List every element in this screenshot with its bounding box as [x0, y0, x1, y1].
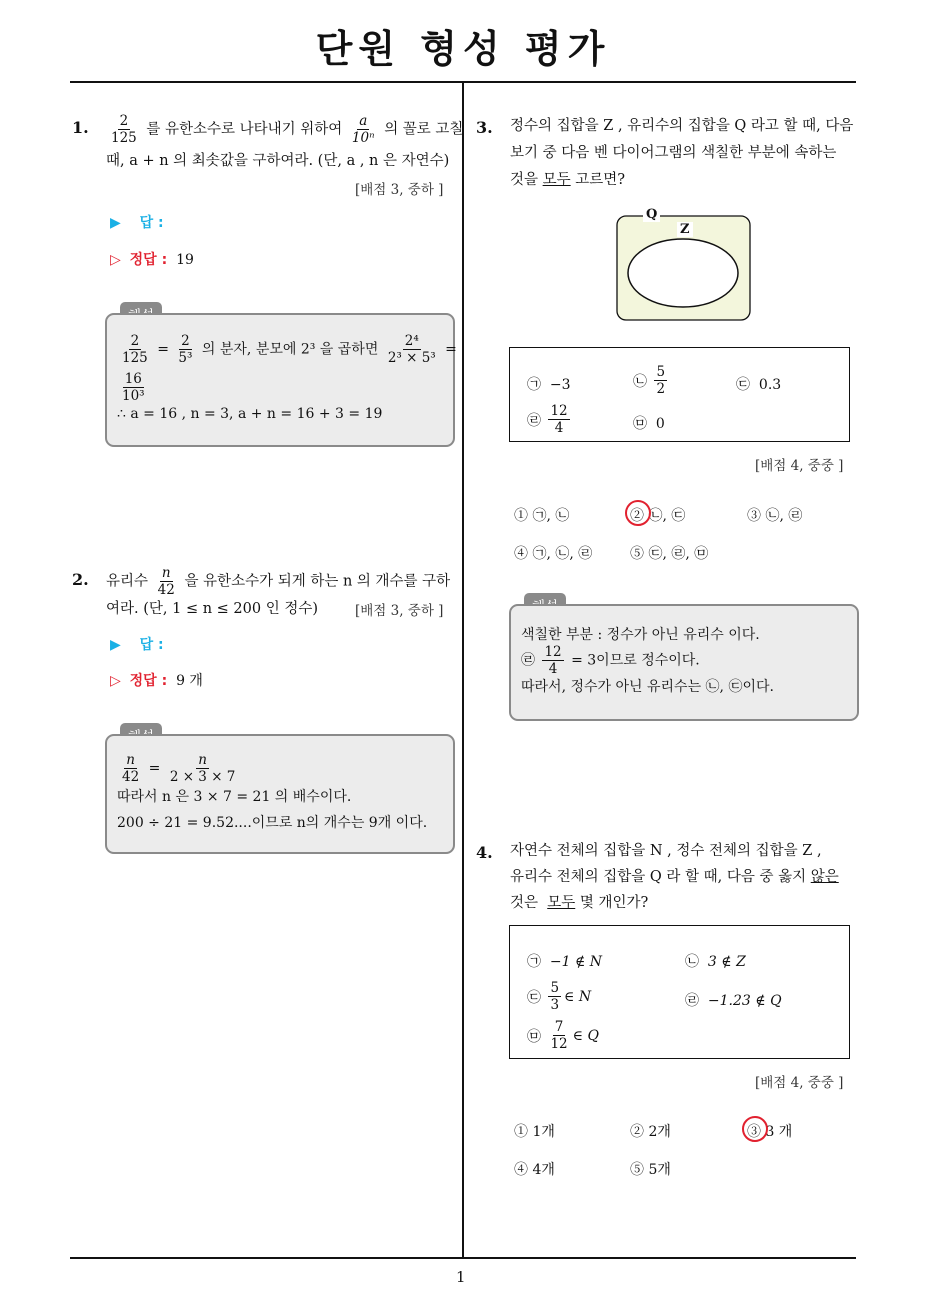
score-meta: [배점 3, 중하 ] — [355, 603, 444, 619]
option-2[interactable]: ② 2개 — [630, 1124, 671, 1140]
explanation-line-2: 따라서 n 은 3 × 7 = 21 의 배수이다. — [117, 789, 352, 805]
option-1[interactable]: ① ㉠, ㉡ — [514, 508, 570, 524]
question-4-line-3: 것은 모두 몇 개인가? — [510, 895, 649, 911]
explanation-line-1: $\frac{n}{42}$ = $\frac{n}{2 \times 3 \times 7}$ — [122, 752, 236, 785]
page-title: 단원 형성 평가 — [315, 27, 611, 71]
fraction: $\frac{2}{125}$ — [111, 113, 137, 146]
outline-triangle-icon: ▷ — [110, 673, 121, 689]
choice-b: ㉡ $\frac{5}{2}$ — [633, 364, 666, 397]
question-4-line-1: 자연수 전체의 집합을 N , 정수 전체의 집합을 Z , — [510, 843, 822, 859]
question-4-line-2: 유리수 전체의 집합을 Q 라 할 때, 다음 중 옳지 않은 — [510, 869, 839, 885]
choice-a: ㉠ −3 — [527, 377, 571, 393]
answer-row — [110, 634, 164, 654]
explanation-line-3: ∴ a = 16 , n = 3, a + n = 16 + 3 = 19 — [117, 406, 383, 422]
question-3-line-3: 것을 모두 고르면? — [510, 172, 626, 188]
option-4[interactable]: ④ 4개 — [514, 1162, 555, 1178]
explanation-line-2: ㉣ $\frac{12}{4}$ = 3이므로 정수이다. — [521, 644, 700, 677]
explanation-line-3: 200 ÷ 21 = 9.52....이므로 n의 개수는 9개 이다. — [117, 815, 428, 831]
venn-label-z: Z — [677, 222, 693, 237]
fraction: $\frac{a}{\text{10ⁿ}}$ — [351, 113, 375, 146]
choice-c: ㉢ 0.3 — [736, 377, 782, 393]
question-1-line-1: $\frac{2}{125}$ 를 유한소수로 나타내기 위하여 $\frac{a}{\text{10ⁿ}}$ 의 꼴로 고칠 — [111, 113, 464, 146]
option-1[interactable]: ① 1개 — [514, 1124, 555, 1140]
option-2[interactable]: ② ㉡, ㉢ — [630, 508, 686, 524]
option-3[interactable]: ③ 3 개 — [747, 1124, 793, 1140]
correct-answer-row — [110, 670, 203, 690]
correct-value: 9 개 — [176, 673, 203, 689]
question-number: 3. — [476, 118, 493, 137]
question-2-line-1: 유리수 $\frac{n}{42}$ 을 유한소수가 되게 하는 n 의 개수를 구하 — [106, 565, 451, 598]
correct-value: 19 — [176, 252, 194, 268]
venn-label-q: Q — [643, 207, 660, 222]
choice-e: ㉤ 0 — [633, 416, 665, 432]
choice-a: ㉠ −1 ∉ N — [527, 954, 603, 970]
question-3-line-1: 정수의 집합을 Z , 유리수의 집합을 Q 라고 할 때, 다음 — [510, 118, 854, 134]
question-number: 4. — [476, 843, 493, 862]
question-1-line-2: 때, a + n 의 최솟값을 구하여라. (단, a , n 은 자연수) — [106, 153, 450, 169]
explanation-line-1: $\frac{2}{125}$ = $\frac{2}{\text{5³}}$ 의 분자, 분모에 2³ 을 곱하면 $\frac{\text{2⁴}}{\text{2³ × 5³}}$ = — [122, 333, 457, 366]
score-meta: [배점 4, 중중 ] — [755, 458, 844, 474]
choice-e: ㉤ $\frac{7}{12}$ ∈ Q — [527, 1019, 599, 1052]
option-5[interactable]: ⑤ ㉢, ㉣, ㉤ — [630, 546, 709, 562]
correct-label: 정답 : — [129, 252, 168, 268]
question-number: 1. — [72, 118, 89, 137]
correct-label: 정답 : — [129, 673, 168, 689]
filled-triangle-icon: ▶ — [110, 637, 121, 653]
filled-triangle-icon: ▶ — [110, 215, 121, 231]
choice-b: ㉡ 3 ∉ Z — [685, 954, 746, 970]
selected-circle-mark — [625, 500, 651, 526]
answer-row — [110, 212, 164, 232]
explanation-line-3: 따라서, 정수가 아닌 유리수는 ㉡, ㉢이다. — [521, 679, 774, 695]
selected-circle-mark — [742, 1116, 768, 1142]
answer-label: 답 : — [139, 215, 164, 231]
explanation-line-2: $\frac{16}{\text{10³}}$ — [122, 371, 145, 404]
option-4[interactable]: ④ ㉠, ㉡, ㉣ — [514, 546, 593, 562]
question-2-line-2: 여라. (단, 1 ≤ n ≤ 200 인 정수) — [106, 601, 318, 617]
answer-label: 답 : — [139, 637, 164, 653]
page-number: 1 — [456, 1268, 466, 1286]
venn-inner-set — [628, 239, 738, 307]
explanation-line-1: 색칠한 부분 : 정수가 아닌 유리수 이다. — [521, 627, 760, 643]
choice-c: ㉢ $\frac{5}{3}$ ∈ N — [527, 980, 592, 1013]
question-number: 2. — [72, 570, 89, 589]
correct-answer-row — [110, 249, 194, 269]
column-divider — [462, 82, 464, 1258]
score-meta: [배점 4, 중중 ] — [755, 1075, 844, 1091]
choice-d: ㉣ −1.23 ∉ Q — [685, 993, 782, 1009]
outline-triangle-icon: ▷ — [110, 252, 121, 268]
footer-rule — [70, 1257, 856, 1259]
question-3-line-2: 보기 중 다음 벤 다이어그램의 색칠한 부분에 속하는 — [510, 145, 837, 161]
choice-d: ㉣ $\frac{12}{4}$ — [527, 403, 568, 436]
option-5[interactable]: ⑤ 5개 — [630, 1162, 671, 1178]
option-3[interactable]: ③ ㉡, ㉣ — [747, 508, 803, 524]
score-meta: [배점 3, 중하 ] — [355, 182, 444, 198]
